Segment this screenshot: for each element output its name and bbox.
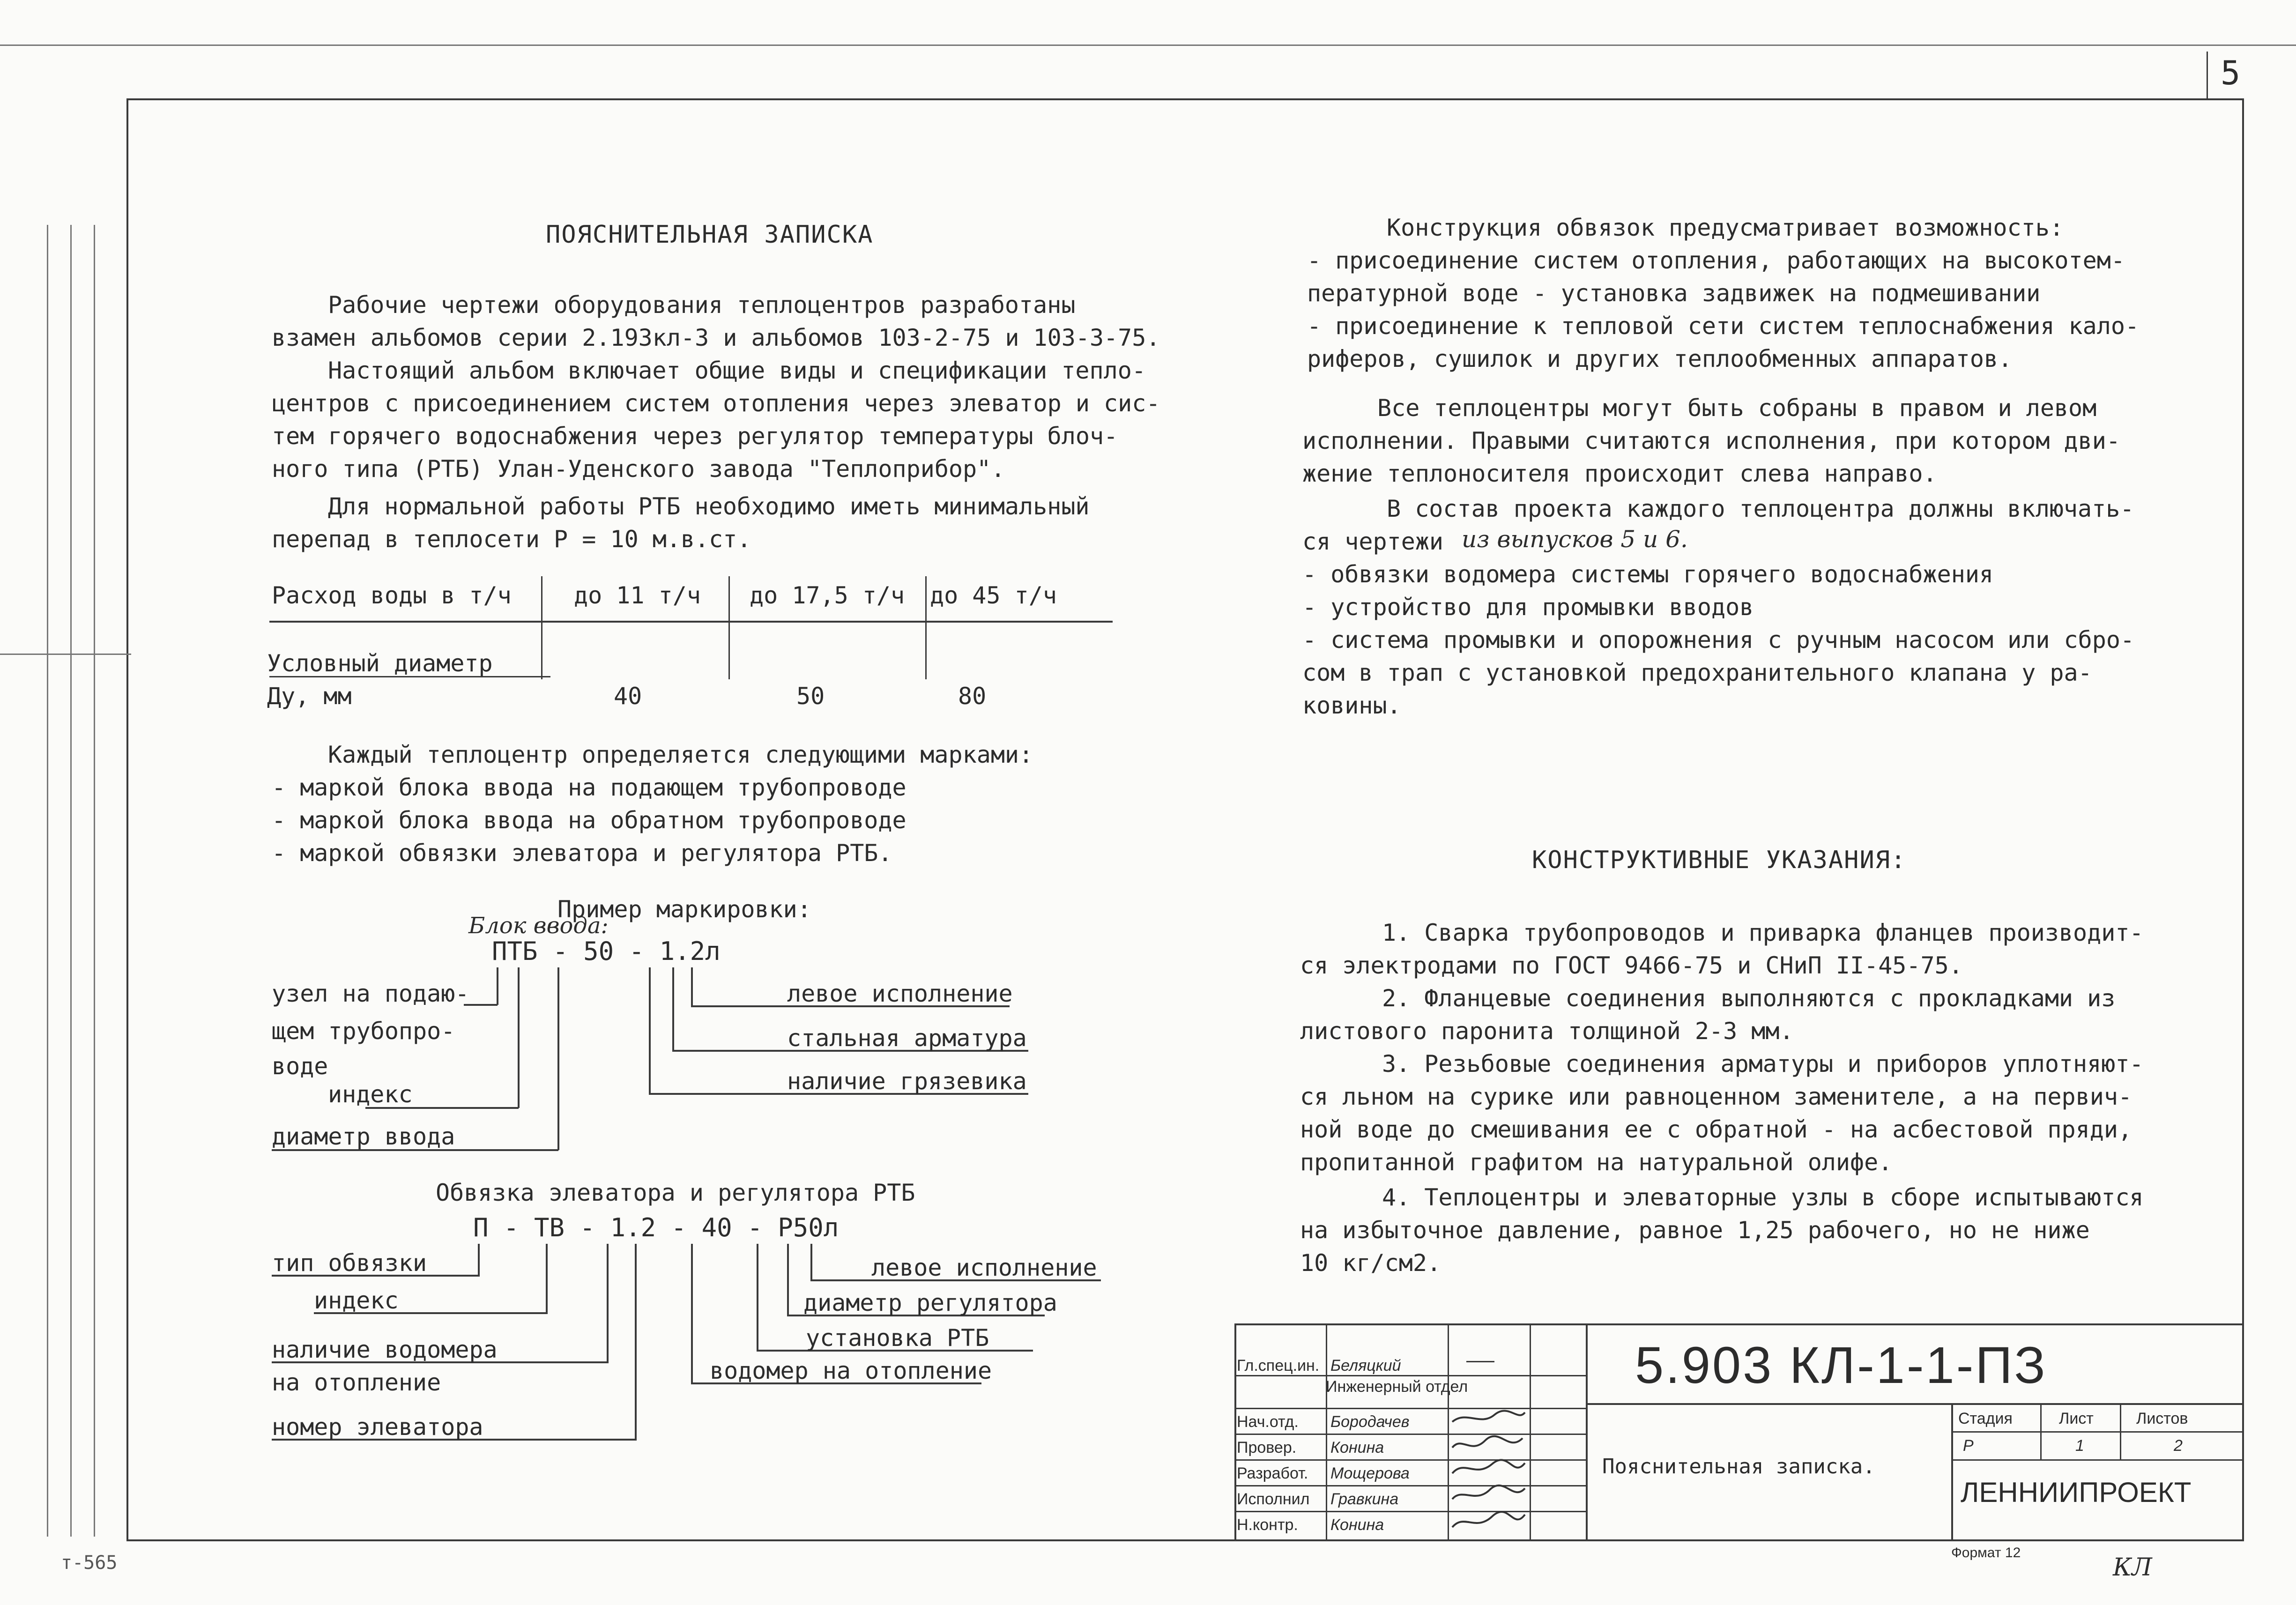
composition-item-1: - обвязки водомера системы горячего водоснабжения — [1302, 561, 1994, 588]
block-right-label-3: наличие грязевика — [787, 1068, 1027, 1095]
titleblock-row-5 — [1234, 1485, 1586, 1486]
binding-strip-line-1 — [47, 225, 48, 1537]
composition-line-1: В состав проекта каждого теплоцентра должны включать- — [1387, 495, 2134, 522]
elevator-right-label-4: водомер на отопление — [710, 1357, 992, 1384]
signature-2 — [1452, 1436, 1523, 1448]
elevator-right-label-2: диаметр регулятора — [803, 1289, 1057, 1316]
binding-strip-line-2 — [70, 225, 72, 1537]
titleblock-row-3 — [1234, 1434, 1586, 1435]
name-2: Бородачев — [1330, 1413, 1410, 1431]
table-col-sep-1 — [541, 576, 542, 679]
document-code: 5.903 КЛ-1-1-ПЗ — [1635, 1337, 2047, 1394]
table-col-sep-3 — [925, 576, 927, 679]
block-leader-v5 — [672, 967, 674, 1051]
left-para-line-8: перепад в теплосети Р = 10 м.в.ст. — [272, 526, 751, 553]
frame-left — [126, 98, 128, 1541]
table-row2-label-a: Условный диаметр — [267, 650, 493, 677]
block-left-label-2: щем трубопро- — [272, 1018, 455, 1045]
block-leader-v6 — [691, 967, 693, 1007]
execution-line-3: жение теплоносителя происходит слева направо. — [1302, 460, 1937, 487]
elevator-right-label-3: установка РТБ — [806, 1324, 989, 1352]
department-name: Инженерный отдел — [1326, 1378, 1468, 1396]
instruction-line-11: 10 кг/см2. — [1300, 1249, 1442, 1277]
instruction-line-2: ся электродами по ГОСТ 9466-75 и СНиП II-45-75. — [1300, 952, 1963, 979]
page-number-box-left — [2207, 52, 2208, 98]
left-para-line-2: взамен альбомов серии 2.193кл-3 и альбомов 103-2-75 и 103-3-75. — [272, 324, 1160, 351]
instruction-line-9: 4. Теплоцентры и элеваторные узлы в сборе испытываются — [1382, 1184, 2144, 1211]
signature-4 — [1452, 1486, 1525, 1499]
construction-line-4: - присоединение к тепловой сети систем теплоснабжения кало- — [1307, 312, 2140, 340]
sheets-header: Листов — [2136, 1410, 2188, 1427]
signature-marks — [1448, 1408, 1530, 1541]
table-value-col3: 80 — [958, 683, 987, 710]
construction-line-5: риферов, сушилок и других теплообменных аппаратов. — [1307, 345, 2013, 372]
elevator-left-label-3: наличие водомера — [272, 1336, 498, 1363]
titleblock-names-col3 — [1530, 1323, 1531, 1541]
titleblock-info-col2 — [2120, 1403, 2121, 1459]
marking-example-title: Пример маркировки: — [557, 896, 811, 923]
name-6: Конина — [1330, 1516, 1384, 1534]
marking-intro-line-4: - маркой обвязки элеватора и регулятора РТБ. — [272, 840, 892, 867]
titleblock-code-bottom — [1586, 1403, 2244, 1405]
name-1: Беляцкий — [1330, 1357, 1401, 1375]
left-para-line-6: ного типа (РТБ) Улан-Уденского завода "Теплоприбор". — [272, 455, 1005, 483]
table-header-col2: до 17,5 т/ч — [750, 582, 905, 609]
role-6: Н.контр. — [1237, 1516, 1298, 1534]
titleblock-row-1 — [1234, 1375, 1586, 1376]
left-para-line-7: Для нормальной работы РТБ необходимо иметь минимальный — [328, 493, 1090, 520]
elevator-leader-v5 — [691, 1244, 693, 1384]
elevator-leader-v4 — [635, 1244, 637, 1441]
instruction-line-7: ной воде до смешивания ее с обратной - на асбестовой пряди, — [1300, 1116, 2133, 1143]
block-leader-v3 — [557, 967, 559, 1150]
instruction-line-5: 3. Резьбовые соединения арматуры и приборов уплотняют- — [1382, 1050, 2144, 1077]
signature-1 — [1452, 1411, 1525, 1422]
table-value-col2: 50 — [796, 683, 825, 710]
table-row2-label-b: Ду, мм — [267, 683, 352, 710]
titleblock-top — [1234, 1323, 2244, 1325]
table-header-col3: до 45 т/ч — [930, 582, 1057, 609]
organization-name: ЛЕННИИПРОЕКТ — [1961, 1477, 2192, 1508]
elevator-title: Обвязка элеватора и регулятора РТБ — [436, 1179, 915, 1206]
elevator-code: П - ТВ - 1.2 - 40 - Р50л — [473, 1213, 839, 1242]
left-para-line-5: тем горячего водоснабжения через регулятор температуры блоч- — [272, 423, 1118, 450]
sheet-title: Пояснительная записка. — [1602, 1455, 1875, 1479]
titleblock-info-left — [1951, 1403, 1953, 1541]
role-5: Исполнил — [1237, 1490, 1310, 1508]
table-top-line — [269, 621, 1113, 623]
titleblock-left — [1234, 1323, 1236, 1541]
elevator-left-label-4: на отопление — [272, 1369, 441, 1396]
block-right-label-2: стальная арматура — [787, 1025, 1027, 1052]
titleblock-info-row2 — [1951, 1459, 2244, 1461]
stage-value: Р — [1963, 1437, 1974, 1455]
construction-line-2: - присоединение систем отопления, работающих на высокотем- — [1307, 247, 2125, 274]
left-title: ПОЯСНИТЕЛЬНАЯ ЗАПИСКА — [546, 221, 874, 249]
elevator-leader-v2 — [546, 1244, 548, 1314]
elevator-left-label-5: номер элеватора — [272, 1413, 483, 1441]
composition-line-2-typed: ся чертежи — [1302, 528, 1444, 555]
table-value-col1: 40 — [614, 683, 642, 710]
block-leader-v4 — [649, 967, 651, 1094]
construction-line-3: пературной воде - установка задвижек на подмешивании — [1307, 280, 2041, 307]
instruction-line-3: 2. Фланцевые соединения выполняются с прокладками из — [1382, 985, 2116, 1012]
marking-intro-line-1: Каждый теплоцентр определяется следующими марками: — [328, 741, 1033, 768]
block-left-label-1: узел на подаю- — [272, 980, 469, 1007]
execution-line-1: Все теплоцентры могут быть собраны в правом и левом — [1377, 394, 2097, 422]
binding-strip-line-3 — [94, 225, 95, 1537]
elevator-leader-v1 — [478, 1244, 480, 1277]
composition-item-2: - устройство для промывки вводов — [1302, 594, 1754, 621]
format-label: Формат 12 — [1951, 1545, 2021, 1560]
instruction-line-6: ся льном на сурике или равноценном заменителе, а на первич- — [1300, 1083, 2133, 1110]
block-input-code: ПТБ - 50 - 1.2л — [492, 936, 721, 966]
stage-header: Стадия — [1958, 1410, 2013, 1427]
titleblock-info-col1 — [2040, 1403, 2042, 1459]
name-4: Мощерова — [1330, 1464, 1410, 1482]
role-1: Гл.спец.ин. — [1237, 1357, 1320, 1375]
page-number: 5 — [2221, 54, 2241, 92]
composition-item-3: - система промывки и опорожнения с ручным насосом или сбро- — [1302, 626, 2135, 654]
signature-3 — [1452, 1460, 1525, 1473]
stamp-left: т-565 — [61, 1552, 118, 1574]
elevator-left-label-2: индекс — [314, 1287, 399, 1314]
name-5: Гравкина — [1330, 1490, 1399, 1508]
left-para-line-1: Рабочие чертежи оборудования теплоцентров разработаны — [328, 291, 1076, 319]
block-left-label-5: диаметр ввода — [272, 1123, 455, 1150]
elevator-leader-v8 — [810, 1244, 812, 1281]
composition-item-4: сом в трап с установкой предохранительного клапана у ра- — [1302, 659, 2092, 686]
block-left-label-4: индекс — [328, 1081, 413, 1108]
composition-item-5: ковины. — [1302, 692, 1401, 719]
top-edge-line — [0, 45, 2296, 46]
elevator-right-label-1: левое исполнение — [871, 1254, 1097, 1281]
instructions-title: КОНСТРУКТИВНЫЕ УКАЗАНИЯ: — [1532, 846, 1907, 874]
corner-mark: КЛ — [2113, 1553, 2152, 1582]
block-left-label-3: воде — [272, 1053, 328, 1080]
block-right-label-1: левое исполнение — [787, 980, 1013, 1007]
marking-intro-line-3: - маркой блока ввода на обратном трубопроводе — [272, 807, 907, 834]
titleblock-divider — [1586, 1323, 1588, 1541]
role-3: Провер. — [1237, 1439, 1297, 1456]
table-header-col1: до 11 т/ч — [574, 582, 701, 609]
left-para-line-4: центров с присоединением систем отопления через элеватор и сис- — [272, 390, 1160, 417]
titleblock-info-row1 — [1951, 1431, 2244, 1433]
elevator-leader-v6 — [757, 1244, 758, 1352]
frame-bottom — [126, 1539, 2244, 1541]
elevator-leader-v3 — [607, 1244, 609, 1363]
signature-dash — [1466, 1361, 1494, 1362]
composition-line-2-hand: из выпусков 5 и 6. — [1462, 526, 1688, 553]
execution-line-2: исполнении. Правыми считаются исполнения, при котором дви- — [1302, 427, 2120, 454]
elevator-leader-v7 — [787, 1244, 789, 1316]
instruction-line-1: 1. Сварка трубопроводов и приварка фланцев производит- — [1382, 919, 2144, 946]
block-leader-v1 — [497, 967, 498, 1005]
table-col-sep-2 — [728, 576, 730, 679]
titleblock-row-2 — [1234, 1408, 1586, 1409]
sheets-value: 2 — [2174, 1437, 2183, 1455]
left-para-line-3: Настоящий альбом включает общие виды и спецификации тепло- — [328, 357, 1146, 384]
instruction-line-4: листового паронита толщиной 2-3 мм. — [1300, 1018, 1794, 1045]
block-leader-v2 — [518, 967, 520, 1108]
titleblock-names-col1 — [1326, 1323, 1327, 1541]
name-3: Конина — [1330, 1439, 1384, 1456]
instruction-line-8: пропитанной графитом на натуральной олифе. — [1300, 1149, 1893, 1176]
instruction-line-10: на избыточное давление, равное 1,25 рабочего, но не ниже — [1300, 1217, 2090, 1244]
titleblock-row-4 — [1234, 1459, 1586, 1461]
block-input-label: Блок ввода: — [468, 913, 609, 939]
elevator-left-label-1: тип обвязки — [272, 1249, 427, 1277]
role-2: Нач.отд. — [1237, 1413, 1299, 1431]
frame-top — [126, 98, 2244, 100]
margin-stub-line — [0, 654, 131, 655]
sheet-value: 1 — [2075, 1437, 2084, 1455]
marking-intro-line-2: - маркой блока ввода на подающем трубопроводе — [272, 774, 907, 801]
construction-line-1: Конструкция обвязок предусматривает возможность: — [1387, 214, 2064, 241]
table-header-flow: Расход воды в т/ч — [272, 582, 512, 609]
role-4: Разработ. — [1237, 1464, 1308, 1482]
sheet-header: Лист — [2059, 1410, 2094, 1427]
signature-5 — [1452, 1512, 1525, 1527]
titleblock-row-6 — [1234, 1511, 1586, 1512]
